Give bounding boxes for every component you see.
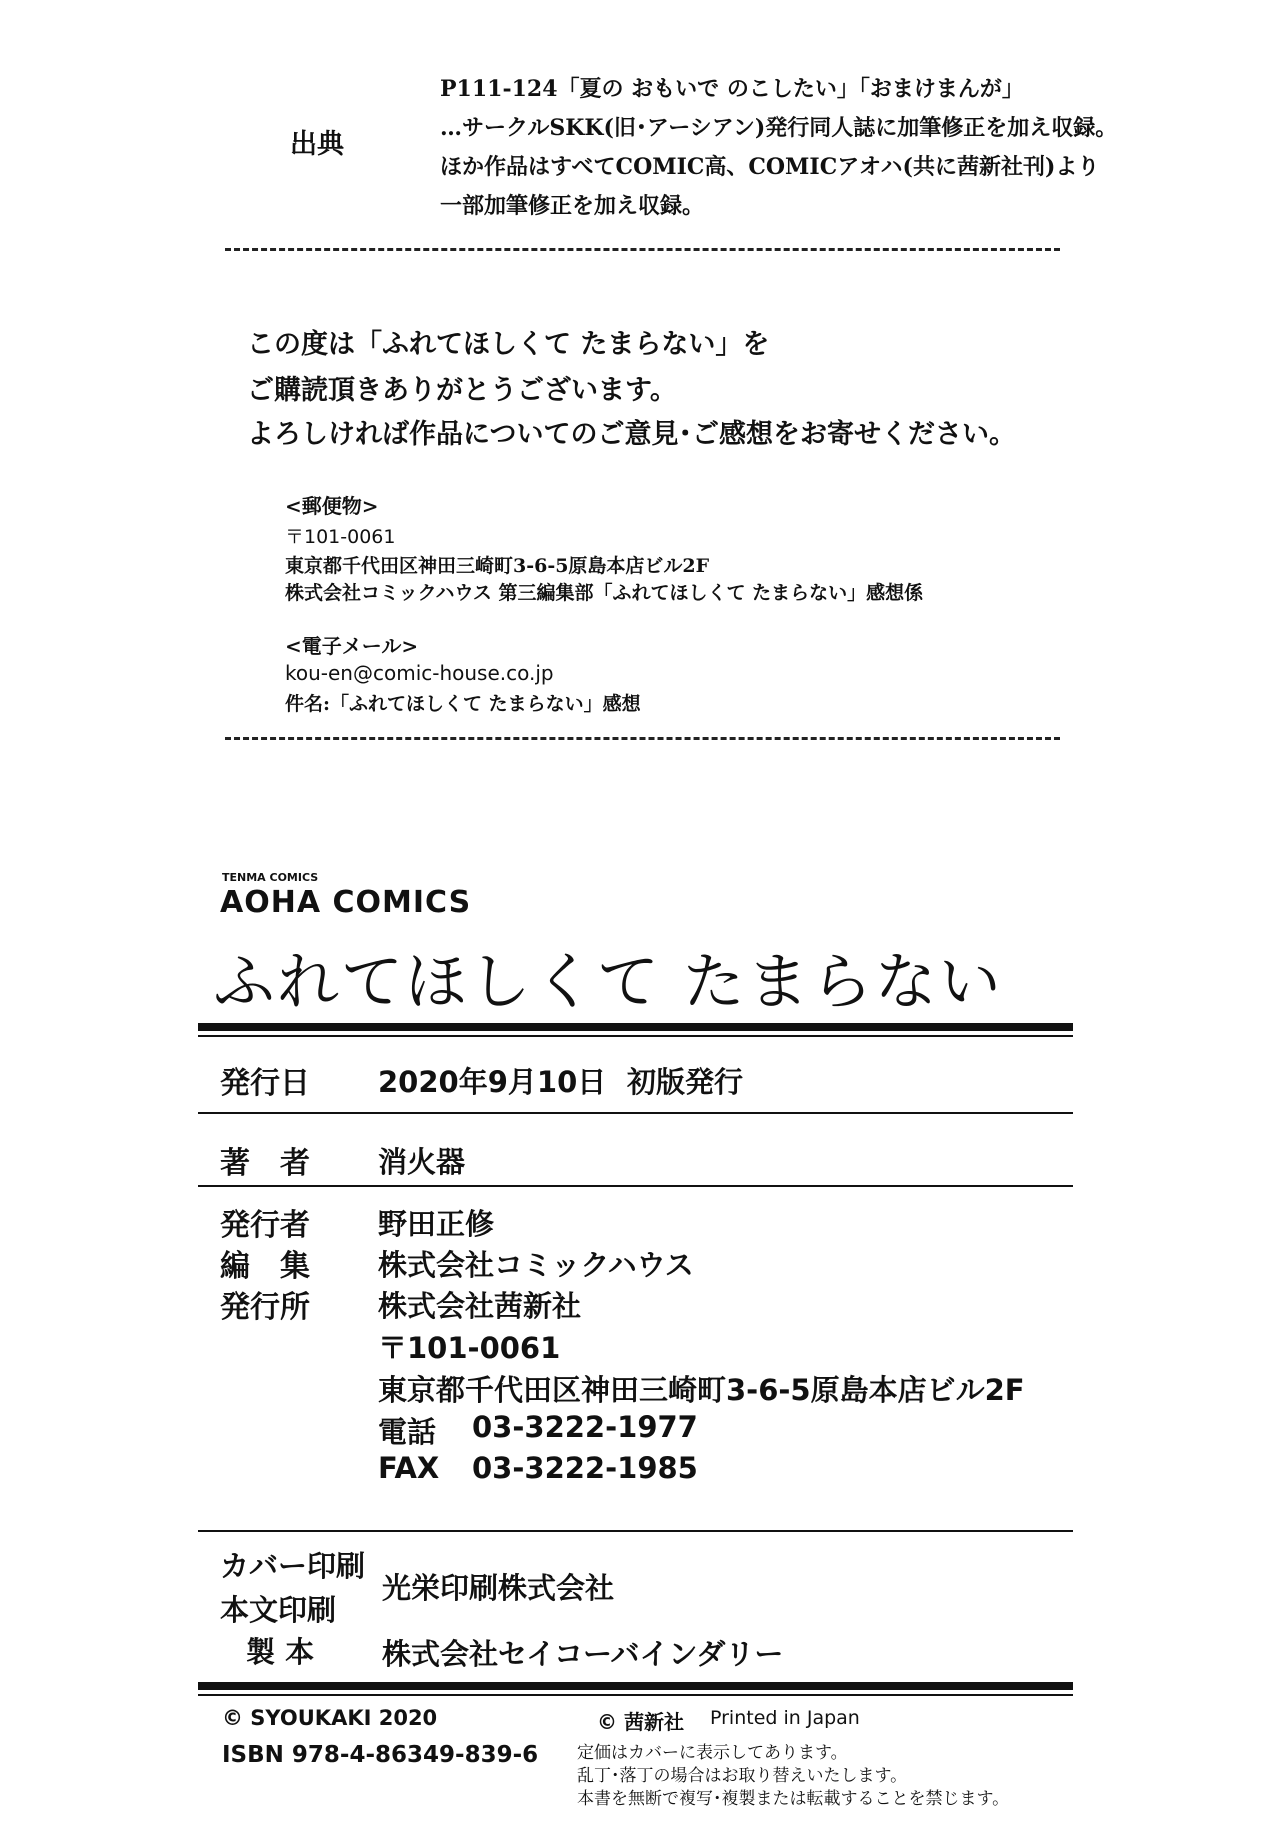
mail-postal: 〒101-0061: [285, 526, 396, 548]
printer-name: 光栄印刷株式会社: [382, 1571, 615, 1605]
mail-address: 東京都千代田区神田三崎町3-6-5原島本店ビル2F: [285, 555, 710, 577]
tel-label: 電話: [378, 1415, 437, 1449]
binding-label: 製 本: [246, 1635, 315, 1669]
author-name: 消火器: [378, 1145, 466, 1179]
title-rule: [198, 1023, 1073, 1031]
footer-note: 定価はカバーに表示してあります。: [577, 1743, 848, 1763]
editor-label: 編 集: [220, 1249, 310, 1284]
publisher-person: 野田正修: [378, 1207, 495, 1241]
source-line: …サークルSKK(旧･アーシアン)発行同人誌に加筆修正を加え収録。: [440, 115, 1118, 141]
imprint-label: TENMA COMICS: [222, 871, 319, 884]
binder-name: 株式会社セイコーバインダリー: [382, 1637, 784, 1671]
fax-number: 03-3222-1985: [472, 1451, 698, 1485]
isbn: ISBN 978-4-86349-839-6: [222, 1742, 539, 1768]
mail-recipient: 株式会社コミックハウス 第三編集部「ふれてほしくて たまらない」感想係: [285, 582, 924, 604]
publisher-postal: 〒101-0061: [378, 1331, 561, 1365]
dashed-divider: [225, 248, 1060, 251]
tel-number: 03-3222-1977: [472, 1410, 698, 1444]
fax-label: FAX: [378, 1451, 440, 1485]
divider: [198, 1112, 1073, 1114]
publisher-label: 発行所: [220, 1290, 310, 1325]
publisher-address: 東京都千代田区神田三崎町3-6-5原島本店ビル2F: [378, 1373, 1025, 1407]
footer-note: 本書を無断で複写･複製または転載することを禁じます。: [577, 1789, 1010, 1809]
divider: [198, 1185, 1073, 1187]
footer-note: 乱丁･落丁の場合はお取り替えいたします。: [577, 1766, 908, 1786]
title-rule-thin: [198, 1035, 1073, 1037]
source-line: P111-124「夏の おもいで のこしたい」「おまけまんが」: [440, 76, 1024, 102]
book-title: ふれてほしくて たまらない: [213, 945, 1003, 1018]
edition: 初版発行: [627, 1065, 744, 1099]
source-line: 一部加筆修正を加え収録。: [440, 193, 705, 219]
thanks-line: ご購読頂きありがとうございます。: [247, 375, 677, 406]
source-line: ほか作品はすべてCOMIC高、COMICアオハ(共に茜新社刊)より: [440, 154, 1100, 180]
publish-date-label: 発行日: [220, 1066, 310, 1101]
dashed-divider: [225, 737, 1060, 740]
author-label: 著 者: [220, 1146, 310, 1181]
body-print-label: 本文印刷: [220, 1593, 337, 1627]
publish-date: 2020年9月10日: [378, 1065, 607, 1099]
thanks-line: この度は「ふれてほしくて たまらない」を: [247, 329, 770, 360]
source-label: 出典: [290, 129, 344, 160]
thanks-line: よろしければ作品についてのご意見･ご感想をお寄せください。: [247, 419, 1016, 450]
copyright-author: © SYOUKAKI 2020: [222, 1706, 438, 1730]
copyright-publisher: © 茜新社: [597, 1710, 684, 1734]
email-subject: 件名:「ふれてほしくて たまらない」感想: [285, 693, 641, 715]
footer-rule: [198, 1682, 1073, 1690]
email-address: kou-en@comic-house.co.jp: [285, 661, 554, 685]
printed-in: Printed in Japan: [710, 1707, 860, 1729]
footer-rule-thin: [198, 1694, 1073, 1696]
editor-name: 株式会社コミックハウス: [378, 1248, 694, 1282]
series-label: AOHA COMICS: [220, 885, 472, 920]
publisher-name: 株式会社茜新社: [378, 1289, 582, 1323]
divider: [198, 1530, 1073, 1532]
mail-heading: <郵便物>: [285, 494, 379, 518]
publisher-person-label: 発行者: [220, 1208, 310, 1243]
cover-print-label: カバー印刷: [220, 1549, 366, 1583]
email-heading: <電子メール>: [285, 634, 419, 658]
